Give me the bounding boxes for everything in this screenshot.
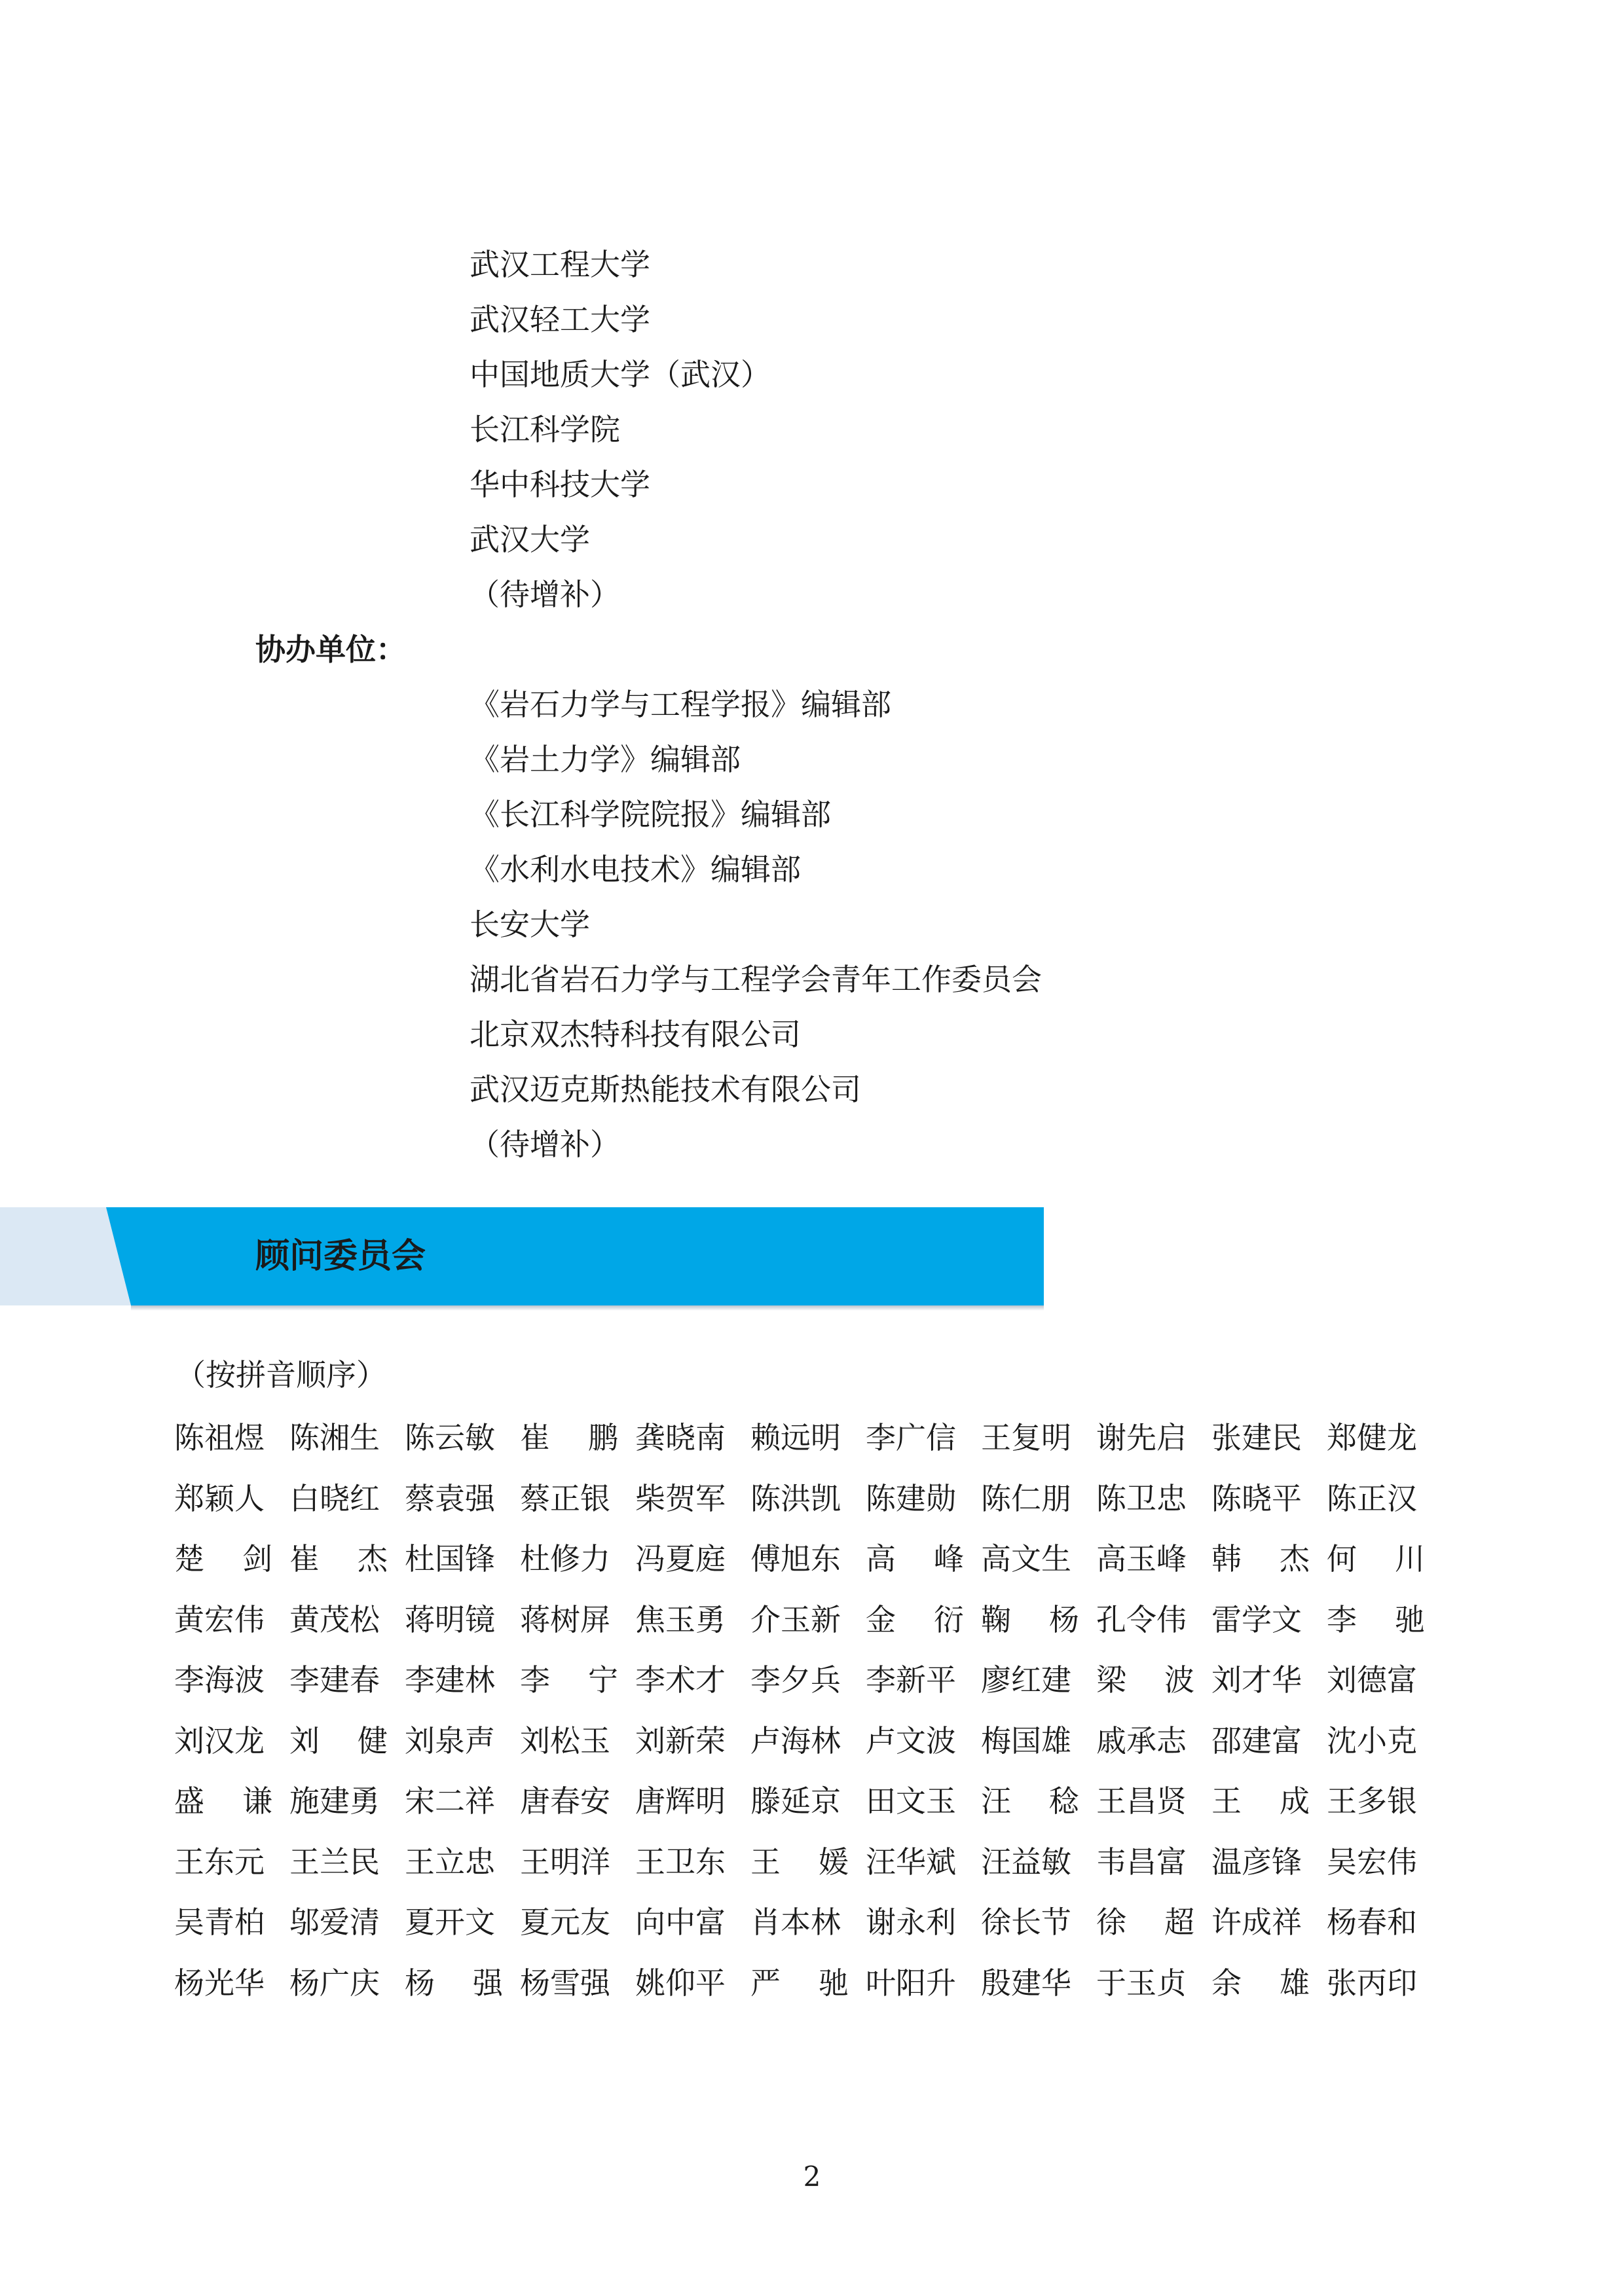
member-name: 唐辉明 bbox=[635, 1783, 726, 1819]
member-name bbox=[1096, 1892, 1194, 1953]
member-name: 李新平 bbox=[866, 1662, 956, 1698]
member-name: 卢海林 bbox=[750, 1722, 841, 1758]
organization-item: 武汉大学 bbox=[470, 522, 590, 557]
member-name: 杨广庆 bbox=[289, 1965, 380, 2001]
member-name: 焦玉勇 bbox=[635, 1601, 726, 1637]
member-name bbox=[1211, 1953, 1310, 2014]
advisory-members-grid bbox=[174, 1408, 1442, 2013]
member-name: 黄茂松 bbox=[289, 1601, 380, 1637]
member-name: 夏元友 bbox=[520, 1904, 610, 1940]
member-name-char: 鞠 bbox=[981, 1601, 1011, 1637]
member-name: 高文生 bbox=[981, 1541, 1071, 1576]
member-name-char: 衍 bbox=[934, 1601, 964, 1637]
member-name: 王多银 bbox=[1327, 1783, 1417, 1819]
member-name-char: 驰 bbox=[819, 1965, 849, 2001]
member-name: 吴青柏 bbox=[174, 1904, 265, 1940]
member-name-char: 汪 bbox=[981, 1783, 1011, 1819]
member-name: 黄宏伟 bbox=[174, 1601, 265, 1637]
member-name-char: 高 bbox=[866, 1541, 896, 1576]
member-name bbox=[981, 1771, 1079, 1832]
member-name: 李建林 bbox=[405, 1662, 495, 1698]
member-name: 白晓红 bbox=[289, 1480, 380, 1516]
page-number: 2 bbox=[803, 2160, 821, 2193]
member-name: 柴贺军 bbox=[635, 1480, 726, 1516]
member-name: 郑颖人 bbox=[174, 1480, 265, 1516]
member-name: 梅国雄 bbox=[981, 1722, 1071, 1758]
member-name-char: 严 bbox=[750, 1965, 781, 2001]
member-name: 叶阳升 bbox=[866, 1965, 956, 2001]
organization-item: 《长江科学院院报》编辑部 bbox=[470, 797, 831, 832]
member-name: 谢先启 bbox=[1096, 1420, 1187, 1455]
member-name: 蔡正银 bbox=[520, 1480, 610, 1516]
member-name: 李海波 bbox=[174, 1662, 265, 1698]
member-name: 冯夏庭 bbox=[635, 1541, 726, 1576]
member-name bbox=[520, 1408, 618, 1468]
member-name-char: 杨 bbox=[1049, 1601, 1079, 1637]
order-note: （按拼音顺序） bbox=[175, 1357, 386, 1393]
member-name-char: 强 bbox=[473, 1965, 503, 2001]
member-name-char: 李 bbox=[520, 1662, 550, 1698]
member-name-char: 徐 bbox=[1096, 1904, 1126, 1940]
member-name-char: 何 bbox=[1327, 1541, 1357, 1576]
member-name: 杨雪强 bbox=[520, 1965, 610, 2001]
organization-item: 《岩土力学》编辑部 bbox=[470, 742, 741, 777]
member-name: 张丙印 bbox=[1327, 1965, 1417, 2001]
member-name: 李术才 bbox=[635, 1662, 726, 1698]
member-name-char: 崔 bbox=[520, 1420, 550, 1455]
organization-item: 长安大学 bbox=[470, 907, 590, 942]
member-name: 汪华斌 bbox=[866, 1844, 956, 1880]
member-name bbox=[405, 1953, 503, 2014]
organization-item: 武汉迈克斯热能技术有限公司 bbox=[470, 1072, 861, 1107]
member-name-char: 楚 bbox=[174, 1541, 204, 1576]
organization-item: 《水利水电技术》编辑部 bbox=[470, 852, 801, 887]
member-name bbox=[750, 1953, 849, 2014]
member-name bbox=[1096, 1650, 1194, 1711]
member-name: 许成祥 bbox=[1211, 1904, 1302, 1940]
member-name bbox=[289, 1529, 388, 1590]
member-name: 肖本林 bbox=[750, 1904, 841, 1940]
member-name: 于玉贞 bbox=[1096, 1965, 1187, 2001]
organization-item: 《岩石力学与工程学报》编辑部 bbox=[470, 687, 891, 722]
member-name-char: 杰 bbox=[358, 1541, 388, 1576]
member-name: 王兰民 bbox=[289, 1844, 380, 1880]
member-name: 陈卫忠 bbox=[1096, 1480, 1187, 1516]
member-name: 陈晓平 bbox=[1211, 1480, 1302, 1516]
member-name: 陈祖煜 bbox=[174, 1420, 265, 1455]
member-name-char: 健 bbox=[358, 1722, 388, 1758]
member-name bbox=[289, 1711, 388, 1772]
member-name-char: 余 bbox=[1211, 1965, 1242, 2001]
organization-item: 湖北省岩石力学与工程学会青年工作委员会 bbox=[470, 962, 1042, 997]
member-name: 徐长节 bbox=[981, 1904, 1071, 1940]
member-name: 陈正汉 bbox=[1327, 1480, 1417, 1516]
member-name: 陈云敏 bbox=[405, 1420, 495, 1455]
member-name: 蒋树屏 bbox=[520, 1601, 610, 1637]
member-name: 李夕兵 bbox=[750, 1662, 841, 1698]
member-name bbox=[750, 1832, 849, 1893]
member-name: 杜国锋 bbox=[405, 1541, 495, 1576]
member-name bbox=[174, 1771, 272, 1832]
section-banner-shadow bbox=[131, 1305, 1044, 1311]
member-name: 汪益敏 bbox=[981, 1844, 1071, 1880]
member-name: 蒋明镜 bbox=[405, 1601, 495, 1637]
member-name: 刘松玉 bbox=[520, 1722, 610, 1758]
organization-item: 华中科技大学 bbox=[470, 467, 650, 502]
member-name: 夏开文 bbox=[405, 1904, 495, 1940]
member-name: 雷学文 bbox=[1211, 1601, 1302, 1637]
member-name: 刘新荣 bbox=[635, 1722, 726, 1758]
member-name: 张建民 bbox=[1211, 1420, 1302, 1455]
member-name: 李建春 bbox=[289, 1662, 380, 1698]
co-organizers-list bbox=[470, 677, 1042, 1172]
member-name-char: 金 bbox=[866, 1601, 896, 1637]
member-name-char: 波 bbox=[1164, 1662, 1194, 1698]
member-name: 陈仁朋 bbox=[981, 1480, 1071, 1516]
member-name bbox=[981, 1590, 1079, 1650]
member-name-char: 峰 bbox=[934, 1541, 964, 1576]
organization-item: 武汉工程大学 bbox=[470, 247, 650, 282]
member-name-char: 崔 bbox=[289, 1541, 320, 1576]
organization-item: 武汉轻工大学 bbox=[470, 302, 650, 337]
member-name-char: 李 bbox=[1327, 1601, 1357, 1637]
member-name: 韦昌富 bbox=[1096, 1844, 1187, 1880]
member-name-char: 盛 bbox=[174, 1783, 204, 1819]
member-name: 介玉新 bbox=[750, 1601, 841, 1637]
member-name-char: 媛 bbox=[819, 1844, 849, 1880]
member-name: 杨春和 bbox=[1327, 1904, 1417, 1940]
member-name: 刘德富 bbox=[1327, 1662, 1417, 1698]
member-name-char: 杨 bbox=[405, 1965, 435, 2001]
member-name: 王明洋 bbox=[520, 1844, 610, 1880]
member-name: 施建勇 bbox=[289, 1783, 380, 1819]
member-name: 姚仰平 bbox=[635, 1965, 726, 2001]
member-name: 王卫东 bbox=[635, 1844, 726, 1880]
member-name-char: 谦 bbox=[242, 1783, 272, 1819]
member-name: 戚承志 bbox=[1096, 1722, 1187, 1758]
organization-item: （待增补） bbox=[470, 577, 620, 612]
organization-item: （待增补） bbox=[470, 1127, 620, 1162]
member-name bbox=[174, 1529, 272, 1590]
organization-item: 中国地质大学（武汉） bbox=[470, 357, 771, 392]
member-name: 滕延京 bbox=[750, 1783, 841, 1819]
member-name bbox=[1211, 1529, 1310, 1590]
organization-item: 北京双杰特科技有限公司 bbox=[470, 1017, 801, 1052]
member-name-char: 川 bbox=[1395, 1541, 1425, 1576]
member-name: 杜修力 bbox=[520, 1541, 610, 1576]
member-name bbox=[1327, 1529, 1425, 1590]
member-name: 王昌贤 bbox=[1096, 1783, 1187, 1819]
section-banner bbox=[106, 1207, 1044, 1305]
member-name: 高玉峰 bbox=[1096, 1541, 1187, 1576]
member-name: 谢永利 bbox=[866, 1904, 956, 1940]
member-name-char: 梁 bbox=[1096, 1662, 1126, 1698]
member-name bbox=[866, 1590, 964, 1650]
member-name-char: 王 bbox=[1211, 1783, 1242, 1819]
member-name: 龚晓南 bbox=[635, 1420, 726, 1455]
member-name: 郑健龙 bbox=[1327, 1420, 1417, 1455]
member-name: 邬爱清 bbox=[289, 1904, 380, 1940]
member-name: 陈建勋 bbox=[866, 1480, 956, 1516]
member-name: 邵建富 bbox=[1211, 1722, 1302, 1758]
member-name: 田文玉 bbox=[866, 1783, 956, 1819]
co-organizers-label: 协办单位： bbox=[255, 632, 406, 667]
member-name-char: 超 bbox=[1164, 1904, 1194, 1940]
member-name: 王复明 bbox=[981, 1420, 1071, 1455]
member-name: 向中富 bbox=[635, 1904, 726, 1940]
member-name bbox=[520, 1650, 618, 1711]
member-name-char: 鹏 bbox=[588, 1420, 618, 1455]
member-name-char: 成 bbox=[1280, 1783, 1310, 1819]
member-name bbox=[866, 1529, 964, 1590]
member-name: 赖远明 bbox=[750, 1420, 841, 1455]
member-name: 陈洪凯 bbox=[750, 1480, 841, 1516]
member-name: 吴宏伟 bbox=[1327, 1844, 1417, 1880]
member-name: 温彦锋 bbox=[1211, 1844, 1302, 1880]
member-name: 宋二祥 bbox=[405, 1783, 495, 1819]
member-name: 卢文波 bbox=[866, 1722, 956, 1758]
member-name-char: 稔 bbox=[1049, 1783, 1079, 1819]
member-name: 陈湘生 bbox=[289, 1420, 380, 1455]
member-name: 王东元 bbox=[174, 1844, 265, 1880]
section-title: 顾问委员会 bbox=[255, 1237, 426, 1276]
member-name: 刘汉龙 bbox=[174, 1722, 265, 1758]
member-name: 杨光华 bbox=[174, 1965, 265, 2001]
member-name-char: 雄 bbox=[1280, 1965, 1310, 2001]
member-name: 唐春安 bbox=[520, 1783, 610, 1819]
member-name: 殷建华 bbox=[981, 1965, 1071, 2001]
member-name: 刘泉声 bbox=[405, 1722, 495, 1758]
host-organizations-list bbox=[470, 237, 771, 622]
member-name-char: 驰 bbox=[1395, 1601, 1425, 1637]
member-name: 沈小克 bbox=[1327, 1722, 1417, 1758]
member-name: 李广信 bbox=[866, 1420, 956, 1455]
member-name-char: 刘 bbox=[289, 1722, 320, 1758]
member-name: 王立忠 bbox=[405, 1844, 495, 1880]
member-name: 廖红建 bbox=[981, 1662, 1071, 1698]
member-name: 傅旭东 bbox=[750, 1541, 841, 1576]
member-name-char: 王 bbox=[750, 1844, 781, 1880]
member-name-char: 杰 bbox=[1280, 1541, 1310, 1576]
member-name-char: 剑 bbox=[242, 1541, 272, 1576]
member-name: 刘才华 bbox=[1211, 1662, 1302, 1698]
member-name-char: 宁 bbox=[588, 1662, 618, 1698]
member-name: 蔡袁强 bbox=[405, 1480, 495, 1516]
member-name: 孔令伟 bbox=[1096, 1601, 1187, 1637]
member-name-char: 韩 bbox=[1211, 1541, 1242, 1576]
member-name bbox=[1211, 1771, 1310, 1832]
member-name bbox=[1327, 1590, 1425, 1650]
organization-item: 长江科学院 bbox=[470, 412, 620, 447]
